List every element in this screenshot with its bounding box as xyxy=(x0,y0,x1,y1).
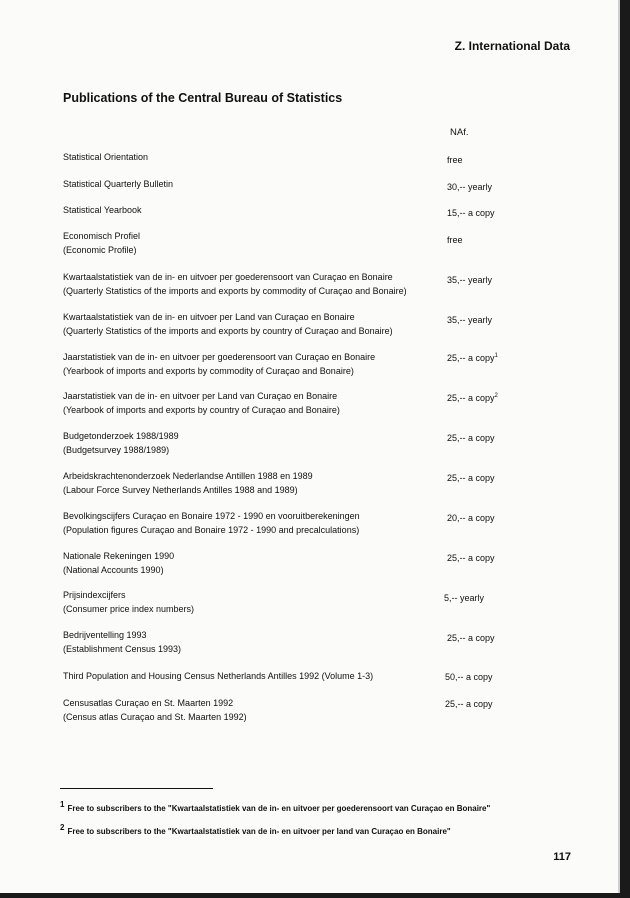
publication-subtitle: (Economic Profile) xyxy=(63,245,137,255)
publication-price: 25,-- a copy$^2$ xyxy=(447,393,498,403)
publication-subtitle: (Census atlas Curaçao and St. Maarten 1992) xyxy=(63,712,247,722)
publication-entry xyxy=(63,270,583,298)
page-title: Publications of the Central Bureau of Statistics xyxy=(63,91,343,105)
publication-entry xyxy=(63,469,583,497)
publication-entry xyxy=(63,429,583,457)
footnote xyxy=(60,800,490,813)
publication-price: 5,-- yearly xyxy=(444,593,485,603)
publication-title: Statistical Quarterly Bulletin xyxy=(63,179,174,189)
publication-entry xyxy=(63,509,583,537)
publication-title: Jaarstatistiek van de in- en uitvoer per goederensoort van Curaçao en Bonaire xyxy=(63,352,376,362)
publication-entry xyxy=(63,628,583,656)
publication-entry xyxy=(63,177,583,191)
publication-entry xyxy=(63,588,583,616)
footnote-number: 1 xyxy=(60,800,65,809)
publication-title: Kwartaalstatistiek van de in- en uitvoer per goederensoort van Curaçao en Bonaire xyxy=(63,272,393,282)
publication-title: Statistical Yearbook xyxy=(63,205,142,215)
publication-entry xyxy=(63,150,583,164)
publication-price: 50,-- a copy xyxy=(445,672,493,682)
footnote xyxy=(60,823,451,836)
publication-entry xyxy=(63,549,583,577)
publication-entry xyxy=(63,350,583,378)
publication-price: free xyxy=(447,155,463,165)
publication-title: Kwartaalstatistiek van de in- en uitvoer per Land van Curaçao en Bonaire xyxy=(63,312,355,322)
footnote-text: Free to subscribers to the "Kwartaalstatistiek van de in- en uitvoer per land van Curaçao en Bonaire" xyxy=(67,827,451,836)
publication-subtitle: (National Accounts 1990) xyxy=(63,565,164,575)
publication-price: 25,-- a copy xyxy=(447,433,495,443)
publication-entry xyxy=(63,389,583,417)
publication-title: Third Population and Housing Census Netherlands Antilles 1992 (Volume 1-3) xyxy=(63,671,374,681)
publication-title: Budgetonderzoek 1988/1989 xyxy=(63,431,179,441)
publication-price: 35,-- yearly xyxy=(447,275,493,285)
footnote-marker: 1 xyxy=(494,353,498,359)
publication-subtitle: (Quarterly Statistics of the imports and exports by country of Curaçao and Bonaire) xyxy=(63,326,393,336)
publication-price: 25,-- a copy xyxy=(447,473,495,483)
publication-price: 15,-- a copy xyxy=(447,208,495,218)
publication-subtitle: (Establishment Census 1993) xyxy=(63,644,182,654)
publication-price: 20,-- a copy xyxy=(447,513,495,523)
publication-entry xyxy=(63,669,583,683)
publication-subtitle: (Budgetsurvey 1988/1989) xyxy=(63,445,170,455)
footnote-text: Free to subscribers to the "Kwartaalstatistiek van de in- en uitvoer per goederensoort van Curaçao en Bonaire" xyxy=(67,804,491,813)
publication-subtitle: (Labour Force Survey Netherlands Antilles 1988 and 1989) xyxy=(63,485,298,495)
publication-title: Economisch Profiel xyxy=(63,231,141,241)
publication-subtitle: (Yearbook of imports and exports by commodity of Curaçao and Bonaire) xyxy=(63,366,354,376)
publication-entry xyxy=(63,310,583,338)
publication-title: Arbeidskrachtenonderzoek Nederlandse Antillen 1988 en 1989 xyxy=(63,471,313,481)
publication-title: Statistical Orientation xyxy=(63,152,149,162)
publication-price: 25,-- a copy xyxy=(447,553,495,563)
publication-price: 25,-- a copy xyxy=(447,633,495,643)
publication-title: Jaarstatistiek van de in- en uitvoer per Land van Curaçao en Bonaire xyxy=(63,391,338,401)
footnote-marker: 2 xyxy=(494,393,498,399)
publication-title: Bedrijventelling 1993 xyxy=(63,630,147,640)
publication-price: 35,-- yearly xyxy=(447,315,493,325)
publication-subtitle: (Population figures Curaçao and Bonaire 1972 - 1990 and precalculations) xyxy=(63,525,360,535)
page-number: 117 xyxy=(553,851,571,863)
section-title: Z. International Data xyxy=(454,39,570,53)
publication-title: Nationale Rekeningen 1990 xyxy=(63,551,175,561)
publication-subtitle: (Yearbook of imports and exports by country of Curaçao and Bonaire) xyxy=(63,405,340,415)
publication-price: free xyxy=(447,235,463,245)
publication-price: 25,-- a copy$^1$ xyxy=(447,353,498,363)
publication-entry xyxy=(63,203,583,217)
publication-title: Prijsindexcijfers xyxy=(63,590,126,600)
publication-subtitle: (Quarterly Statistics of the imports and exports by commodity of Curaçao and Bonaire) xyxy=(63,286,407,296)
publication-title: Censusatlas Curaçao en St. Maarten 1992 xyxy=(63,698,234,708)
publication-title: Bevolkingscijfers Curaçao en Bonaire 1972 - 1990 en vooruitberekeningen xyxy=(63,511,360,521)
footnote-number: 2 xyxy=(60,823,65,832)
publication-price: 25,-- a copy xyxy=(445,699,493,709)
publication-entry xyxy=(63,229,583,257)
publication-subtitle: (Consumer price index numbers) xyxy=(63,604,195,614)
publication-price: 30,-- yearly xyxy=(447,182,493,192)
currency-header: NAf. xyxy=(450,127,469,138)
publication-entry xyxy=(63,696,583,724)
footnote-divider xyxy=(60,788,213,789)
